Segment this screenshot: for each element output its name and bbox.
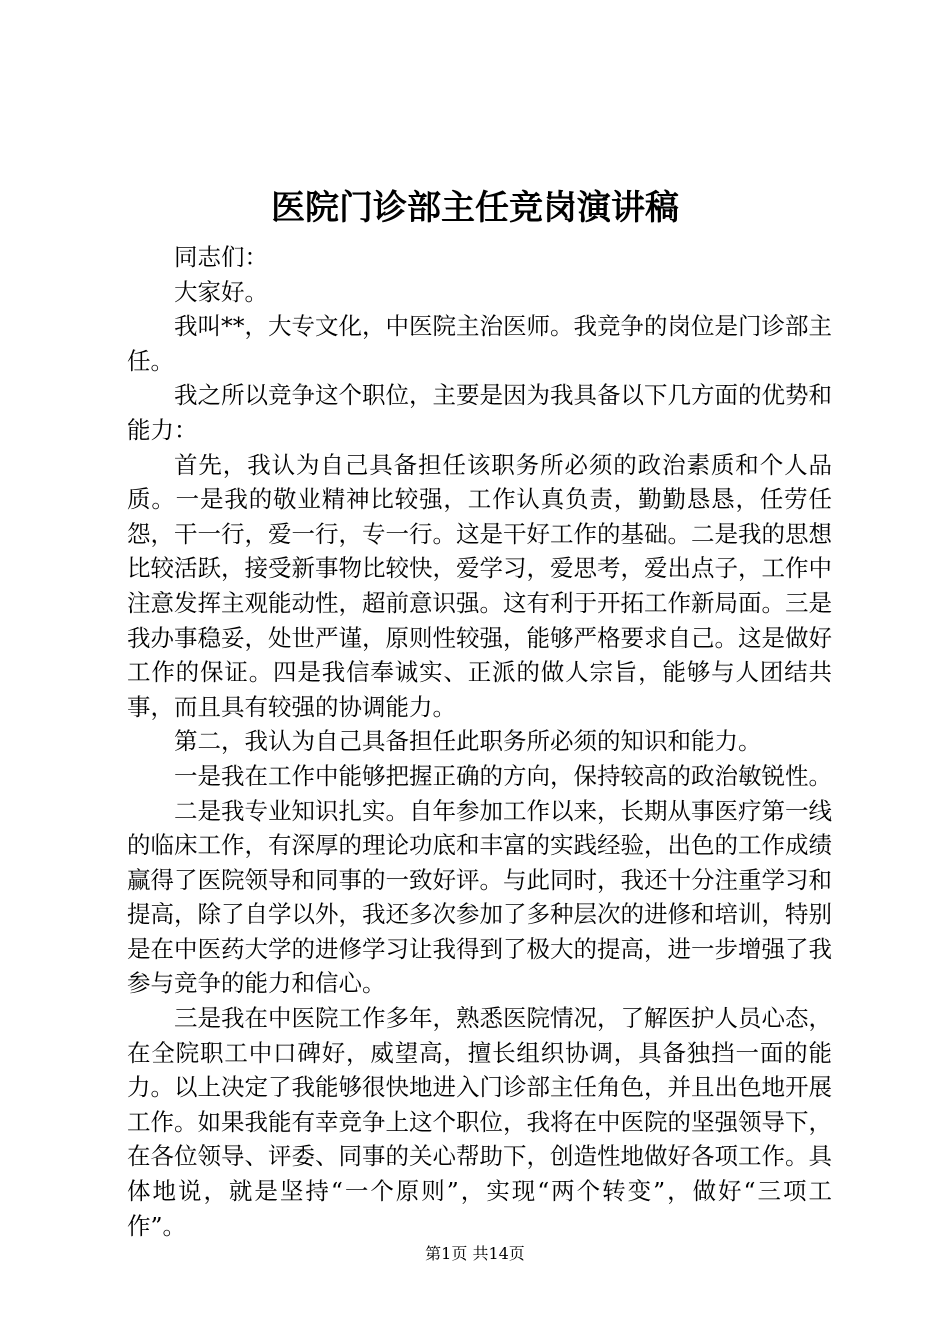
document-body: [127, 240, 832, 1243]
paragraph-reason: 我之所以竞争这个职位，主要是因为我具备以下几方面的优势和能力：: [127, 381, 832, 444]
paragraph-introduction: 我叫**，大专文化，中医院主治医师。我竞争的岗位是门诊部主任。: [127, 312, 832, 375]
page-number-footer: 第1页 共14页: [425, 1244, 525, 1263]
paragraph-second-item-1: 一是我在工作中能够把握正确的方向，保持较高的政治敏锐性。: [174, 761, 832, 790]
paragraph-second-item-3: 三是我在中医院工作多年，熟悉医院情况，了解医护人员心态，在全院职工中口碑好，威望高，擅长组织协调，具备独挡一面的能力。以上决定了我能够很快地进入门诊部主任角色，并且出色地开展工作。如果我能有幸竞争上这个职位，我将在中医院的坚强领导下，在各位领导、评委、同事的关心帮助下，创造性地做好各项工作。具体地说，就是坚持“一个原则”，实现“两个转变”，做好“三项工作”。: [127, 1004, 832, 1240]
paragraph-second-point: 第二，我认为自己具备担任此职务所必须的知识和能力。: [174, 727, 762, 756]
paragraph-hello: 大家好。: [174, 277, 268, 306]
document-title: 医院门诊部主任竞岗演讲稿: [271, 188, 679, 228]
paragraph-first-point: 首先，我认为自己具备担任该职务所必须的政治素质和个人品质。一是我的敬业精神比较强，工作认真负责，勤勤恳恳，任劳任怨，干一行，爱一行，专一行。这是干好工作的基础。二是我的思想比较活跃，接受新事物比较快，爱学习，爱思考，爱出点子，工作中注意发挥主观能动性，超前意识强。这有利于开拓工作新局面。三是我办事稳妥，处世严谨，原则性较强，能够严格要求自己。这是做好工作的保证。四是我信奉诚实、正派的做人宗旨，能够与人团结共事，而且具有较强的协调能力。: [127, 450, 832, 721]
paragraph-greeting: 同志们：: [174, 243, 268, 271]
paragraph-second-item-2: 二是我专业知识扎实。自年参加工作以来，长期从事医疗第一线的临床工作，有深厚的理论功底和丰富的实践经验，出色的工作成绩赢得了医院领导和同事的一致好评。与此同时，我还十分注重学习和提高，除了自学以外，我还多次参加了多种层次的进修和培训，特别是在中医药大学的进修学习让我得到了极大的提高，进一步增强了我参与竞争的能力和信心。: [127, 796, 832, 998]
